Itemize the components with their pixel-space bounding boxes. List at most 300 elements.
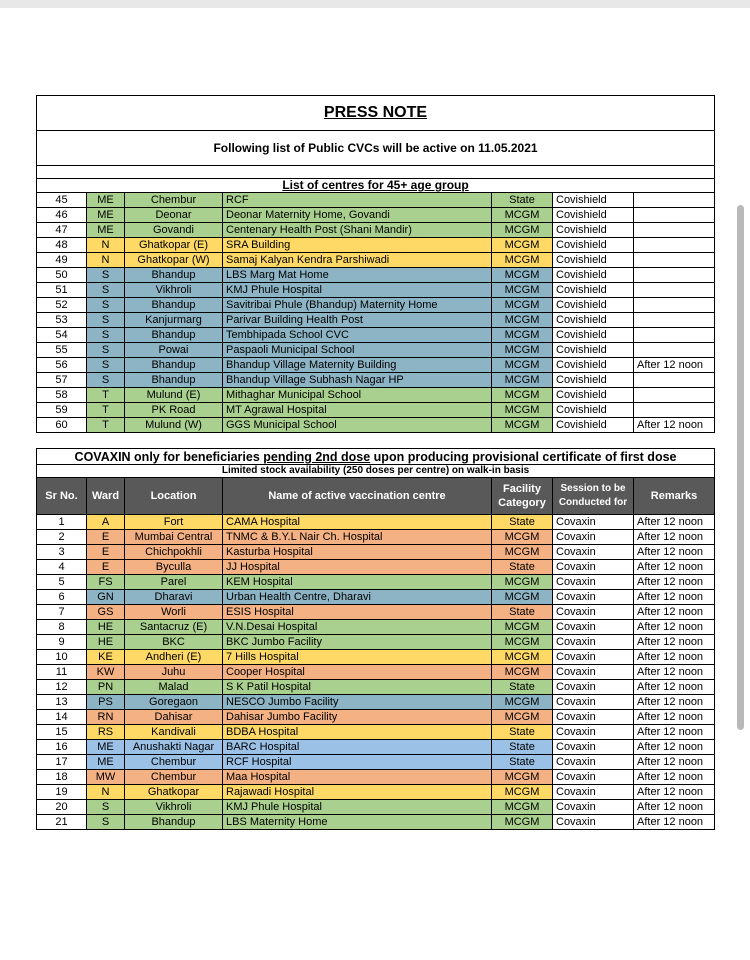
session-cell: Covaxin [553, 635, 634, 650]
press-note-sheet [36, 95, 714, 830]
list45-row [37, 283, 715, 298]
remarks-cell: After 12 noon [634, 545, 715, 560]
session-cell: Covishield [553, 253, 634, 268]
remarks-cell: After 12 noon [634, 620, 715, 635]
remarks-cell: After 12 noon [634, 665, 715, 680]
category-cell: MCGM [492, 343, 553, 358]
remarks-cell: After 12 noon [634, 680, 715, 695]
location-cell: Ghatkopar (W) [125, 253, 223, 268]
category-cell: State [492, 755, 553, 770]
centre-name-cell: Dahisar Jumbo Facility [223, 710, 492, 725]
covaxin-heading [37, 449, 715, 465]
covaxin-row [37, 575, 715, 590]
table-gap [36, 433, 714, 448]
remarks-cell [634, 193, 715, 208]
remarks-cell [634, 223, 715, 238]
remarks-cell [634, 238, 715, 253]
remarks-cell [634, 208, 715, 223]
ward-cell: MW [87, 770, 125, 785]
category-cell: MCGM [492, 590, 553, 605]
category-cell: MCGM [492, 575, 553, 590]
category-cell: MCGM [492, 238, 553, 253]
scrollbar-thumb[interactable] [737, 205, 744, 730]
ward-cell: KE [87, 650, 125, 665]
centre-name-cell: S K Patil Hospital [223, 680, 492, 695]
covaxin-heading-pre: COVAXIN only for beneficiaries [74, 449, 264, 464]
centre-name-cell: RCF Hospital [223, 755, 492, 770]
ward-cell: ME [87, 223, 125, 238]
list45-row [37, 268, 715, 283]
covaxin-row [37, 650, 715, 665]
session-cell: Covaxin [553, 515, 634, 530]
centre-name-cell: Savitribai Phule (Bhandup) Maternity Home [223, 298, 492, 313]
location-cell: BKC [125, 635, 223, 650]
remarks-cell [634, 313, 715, 328]
ward-cell: KW [87, 665, 125, 680]
list45-row [37, 328, 715, 343]
category-cell: State [492, 193, 553, 208]
location-cell: Deonar [125, 208, 223, 223]
location-cell: Santacruz (E) [125, 620, 223, 635]
centre-name-cell: MT Agrawal Hospital [223, 403, 492, 418]
ward-cell: S [87, 343, 125, 358]
ward-cell: FS [87, 575, 125, 590]
session-cell: Covishield [553, 208, 634, 223]
sr-cell: 45 [37, 193, 87, 208]
list45-row [37, 223, 715, 238]
location-cell: Mulund (W) [125, 418, 223, 433]
sr-cell: 16 [37, 740, 87, 755]
category-cell: MCGM [492, 223, 553, 238]
sr-cell: 53 [37, 313, 87, 328]
sr-cell: 60 [37, 418, 87, 433]
col-header-category: Facility Category [492, 478, 553, 515]
category-cell: MCGM [492, 635, 553, 650]
list45-row [37, 358, 715, 373]
session-cell: Covishield [553, 193, 634, 208]
sr-cell: 57 [37, 373, 87, 388]
centre-name-cell: KMJ Phule Hospital [223, 283, 492, 298]
category-cell: MCGM [492, 358, 553, 373]
remarks-cell [634, 298, 715, 313]
sr-cell: 10 [37, 650, 87, 665]
remarks-cell: After 12 noon [634, 575, 715, 590]
location-cell: Powai [125, 343, 223, 358]
sr-cell: 12 [37, 680, 87, 695]
ward-cell: GN [87, 590, 125, 605]
centre-name-cell: V.N.Desai Hospital [223, 620, 492, 635]
remarks-cell [634, 388, 715, 403]
ward-cell: N [87, 238, 125, 253]
ward-cell: RS [87, 725, 125, 740]
covaxin-row [37, 560, 715, 575]
column-header-row [37, 478, 715, 515]
ward-cell: HE [87, 635, 125, 650]
list45-row [37, 313, 715, 328]
remarks-cell [634, 253, 715, 268]
sr-cell: 46 [37, 208, 87, 223]
session-cell: Covaxin [553, 545, 634, 560]
list45-row [37, 403, 715, 418]
location-cell: Chembur [125, 193, 223, 208]
location-cell: Kandivali [125, 725, 223, 740]
sr-cell: 14 [37, 710, 87, 725]
remarks-cell: After 12 noon [634, 515, 715, 530]
session-cell: Covaxin [553, 590, 634, 605]
category-cell: MCGM [492, 650, 553, 665]
sr-cell: 56 [37, 358, 87, 373]
centre-name-cell: LBS Marg Mat Home [223, 268, 492, 283]
col-header-ward: Ward [87, 478, 125, 515]
session-cell: Covaxin [553, 680, 634, 695]
sr-cell: 54 [37, 328, 87, 343]
centre-name-cell: Samaj Kalyan Kendra Parshiwadi [223, 253, 492, 268]
ward-cell: E [87, 560, 125, 575]
sr-cell: 48 [37, 238, 87, 253]
location-cell: Andheri (E) [125, 650, 223, 665]
sr-cell: 6 [37, 590, 87, 605]
remarks-cell: After 12 noon [634, 800, 715, 815]
sr-cell: 3 [37, 545, 87, 560]
sr-cell: 11 [37, 665, 87, 680]
centre-name-cell: KMJ Phule Hospital [223, 800, 492, 815]
category-cell: MCGM [492, 283, 553, 298]
ward-cell: S [87, 313, 125, 328]
list45-row [37, 253, 715, 268]
centre-name-cell: Paspaoli Municipal School [223, 343, 492, 358]
location-cell: Vikhroli [125, 800, 223, 815]
remarks-cell: After 12 noon [634, 815, 715, 830]
category-cell: MCGM [492, 815, 553, 830]
category-cell: MCGM [492, 620, 553, 635]
remarks-cell [634, 343, 715, 358]
ward-cell: S [87, 800, 125, 815]
ward-cell: A [87, 515, 125, 530]
session-cell: Covaxin [553, 710, 634, 725]
remarks-cell: After 12 noon [634, 785, 715, 800]
category-cell: MCGM [492, 403, 553, 418]
covaxin-row [37, 530, 715, 545]
sr-cell: 13 [37, 695, 87, 710]
col-header-location: Location [125, 478, 223, 515]
remarks-cell: After 12 noon [634, 418, 715, 433]
centre-name-cell: Centenary Health Post (Shani Mandir) [223, 223, 492, 238]
covaxin-row [37, 710, 715, 725]
ward-cell: ME [87, 193, 125, 208]
centre-name-cell: SRA Building [223, 238, 492, 253]
category-cell: MCGM [492, 418, 553, 433]
press-note-table [36, 95, 715, 433]
sr-cell: 21 [37, 815, 87, 830]
centre-name-cell: LBS Maternity Home [223, 815, 492, 830]
location-cell: Goregaon [125, 695, 223, 710]
ward-cell: S [87, 268, 125, 283]
session-cell: Covishield [553, 418, 634, 433]
remarks-cell [634, 373, 715, 388]
location-cell: Worli [125, 605, 223, 620]
category-cell: MCGM [492, 545, 553, 560]
top-edge [0, 0, 750, 8]
session-cell: Covishield [553, 313, 634, 328]
remarks-cell [634, 403, 715, 418]
sr-cell: 59 [37, 403, 87, 418]
category-cell: MCGM [492, 313, 553, 328]
sr-cell: 8 [37, 620, 87, 635]
category-cell: State [492, 560, 553, 575]
sr-cell: 19 [37, 785, 87, 800]
category-cell: MCGM [492, 710, 553, 725]
category-cell: MCGM [492, 695, 553, 710]
category-cell: MCGM [492, 373, 553, 388]
ward-cell: T [87, 418, 125, 433]
ward-cell: S [87, 815, 125, 830]
covaxin-row [37, 665, 715, 680]
covaxin-row [37, 785, 715, 800]
location-cell: Chembur [125, 770, 223, 785]
covaxin-row [37, 770, 715, 785]
session-cell: Covaxin [553, 740, 634, 755]
centre-name-cell: Rajawadi Hospital [223, 785, 492, 800]
location-cell: Bhandup [125, 268, 223, 283]
sr-cell: 5 [37, 575, 87, 590]
category-cell: MCGM [492, 298, 553, 313]
sr-cell: 17 [37, 755, 87, 770]
col-header-name: Name of active vaccination centre [223, 478, 492, 515]
ward-cell: E [87, 545, 125, 560]
centre-name-cell: Maa Hospital [223, 770, 492, 785]
sr-cell: 49 [37, 253, 87, 268]
covaxin-row [37, 680, 715, 695]
ward-cell: GS [87, 605, 125, 620]
centre-name-cell: Tembhipada School CVC [223, 328, 492, 343]
remarks-cell: After 12 noon [634, 740, 715, 755]
col-header-session: Session to be Conducted for [553, 478, 634, 515]
list45-row [37, 208, 715, 223]
ward-cell: N [87, 253, 125, 268]
location-cell: Chembur [125, 755, 223, 770]
location-cell: Byculla [125, 560, 223, 575]
blank-row [37, 166, 715, 179]
category-cell: MCGM [492, 800, 553, 815]
category-cell: MCGM [492, 665, 553, 680]
category-cell: MCGM [492, 208, 553, 223]
location-cell: Bhandup [125, 815, 223, 830]
location-cell: Fort [125, 515, 223, 530]
centre-name-cell: Urban Health Centre, Dharavi [223, 590, 492, 605]
centre-name-cell: Deonar Maternity Home, Govandi [223, 208, 492, 223]
session-cell: Covishield [553, 223, 634, 238]
location-cell: Mulund (E) [125, 388, 223, 403]
sr-cell: 55 [37, 343, 87, 358]
session-cell: Covaxin [553, 530, 634, 545]
covaxin-row [37, 605, 715, 620]
category-cell: MCGM [492, 253, 553, 268]
location-cell: Parel [125, 575, 223, 590]
sr-cell: 18 [37, 770, 87, 785]
sr-cell: 2 [37, 530, 87, 545]
location-cell: Bhandup [125, 328, 223, 343]
session-cell: Covaxin [553, 800, 634, 815]
session-cell: Covishield [553, 343, 634, 358]
ward-cell: ME [87, 755, 125, 770]
session-cell: Covaxin [553, 755, 634, 770]
sr-cell: 7 [37, 605, 87, 620]
location-cell: Ghatkopar (E) [125, 238, 223, 253]
remarks-cell: After 12 noon [634, 695, 715, 710]
covaxin-subheading: Limited stock availability (250 doses per centre) on walk-in basis [37, 465, 715, 478]
location-cell: Bhandup [125, 358, 223, 373]
sr-cell: 20 [37, 800, 87, 815]
covaxin-row [37, 755, 715, 770]
ward-cell: S [87, 358, 125, 373]
list-heading: List of centres for 45+ age group [37, 179, 715, 193]
press-note-subtitle: Following list of Public CVCs will be active on 11.05.2021 [37, 131, 715, 166]
location-cell: Anushakti Nagar [125, 740, 223, 755]
ward-cell: PN [87, 680, 125, 695]
session-cell: Covaxin [553, 575, 634, 590]
ward-cell: S [87, 328, 125, 343]
location-cell: Bhandup [125, 373, 223, 388]
session-cell: Covaxin [553, 815, 634, 830]
location-cell: Mumbai Central [125, 530, 223, 545]
centre-name-cell: Cooper Hospital [223, 665, 492, 680]
category-cell: State [492, 515, 553, 530]
session-cell: Covishield [553, 403, 634, 418]
centre-name-cell: JJ Hospital [223, 560, 492, 575]
session-cell: Covaxin [553, 785, 634, 800]
list45-row [37, 238, 715, 253]
covaxin-heading-underlined: pending 2nd dose [263, 449, 371, 464]
location-cell: PK Road [125, 403, 223, 418]
centre-name-cell: RCF [223, 193, 492, 208]
list45-row [37, 343, 715, 358]
remarks-cell: After 12 noon [634, 635, 715, 650]
remarks-cell [634, 283, 715, 298]
session-cell: Covishield [553, 268, 634, 283]
col-header-remarks: Remarks [634, 478, 715, 515]
category-cell: State [492, 605, 553, 620]
list45-row [37, 418, 715, 433]
covaxin-heading-post: upon producing provisional certificate of first dose [370, 449, 677, 464]
ward-cell: ME [87, 740, 125, 755]
category-cell: MCGM [492, 388, 553, 403]
remarks-cell: After 12 noon [634, 358, 715, 373]
remarks-cell: After 12 noon [634, 710, 715, 725]
location-cell: Govandi [125, 223, 223, 238]
remarks-cell: After 12 noon [634, 650, 715, 665]
centre-name-cell: Bhandup Village Subhash Nagar HP [223, 373, 492, 388]
covaxin-row [37, 515, 715, 530]
remarks-cell: After 12 noon [634, 530, 715, 545]
centre-name-cell: ESIS Hospital [223, 605, 492, 620]
centre-name-cell: KEM Hospital [223, 575, 492, 590]
centre-name-cell: BKC Jumbo Facility [223, 635, 492, 650]
location-cell: Dahisar [125, 710, 223, 725]
list45-row [37, 193, 715, 208]
category-cell: MCGM [492, 328, 553, 343]
centre-name-cell: NESCO Jumbo Facility [223, 695, 492, 710]
centre-name-cell: Kasturba Hospital [223, 545, 492, 560]
location-cell: Dharavi [125, 590, 223, 605]
category-cell: State [492, 680, 553, 695]
press-note-title: PRESS NOTE [37, 96, 715, 131]
session-cell: Covishield [553, 358, 634, 373]
centre-name-cell: BARC Hospital [223, 740, 492, 755]
ward-cell: T [87, 388, 125, 403]
list45-row [37, 373, 715, 388]
session-cell: Covaxin [553, 620, 634, 635]
location-cell: Juhu [125, 665, 223, 680]
covaxin-row [37, 725, 715, 740]
session-cell: Covishield [553, 373, 634, 388]
session-cell: Covishield [553, 388, 634, 403]
centre-name-cell: Bhandup Village Maternity Building [223, 358, 492, 373]
centre-name-cell: Mithaghar Municipal School [223, 388, 492, 403]
location-cell: Vikhroli [125, 283, 223, 298]
centre-name-cell: BDBA Hospital [223, 725, 492, 740]
covaxin-row [37, 635, 715, 650]
session-cell: Covaxin [553, 770, 634, 785]
ward-cell: N [87, 785, 125, 800]
sr-cell: 58 [37, 388, 87, 403]
centre-name-cell: 7 Hills Hospital [223, 650, 492, 665]
category-cell: MCGM [492, 268, 553, 283]
covaxin-row [37, 740, 715, 755]
covaxin-row [37, 545, 715, 560]
remarks-cell: After 12 noon [634, 605, 715, 620]
category-cell: State [492, 740, 553, 755]
ward-cell: PS [87, 695, 125, 710]
centre-name-cell: CAMA Hospital [223, 515, 492, 530]
remarks-cell: After 12 noon [634, 725, 715, 740]
category-cell: MCGM [492, 770, 553, 785]
sr-cell: 52 [37, 298, 87, 313]
category-cell: MCGM [492, 785, 553, 800]
covaxin-row [37, 590, 715, 605]
remarks-cell [634, 328, 715, 343]
sr-cell: 1 [37, 515, 87, 530]
session-cell: Covaxin [553, 725, 634, 740]
ward-cell: S [87, 373, 125, 388]
covaxin-row [37, 620, 715, 635]
list45-row [37, 298, 715, 313]
session-cell: Covaxin [553, 665, 634, 680]
remarks-cell: After 12 noon [634, 755, 715, 770]
centre-name-cell: TNMC & B.Y.L Nair Ch. Hospital [223, 530, 492, 545]
session-cell: Covishield [553, 328, 634, 343]
session-cell: Covishield [553, 298, 634, 313]
location-cell: Kanjurmarg [125, 313, 223, 328]
location-cell: Chichpokhli [125, 545, 223, 560]
ward-cell: E [87, 530, 125, 545]
sr-cell: 47 [37, 223, 87, 238]
centre-name-cell: Parivar Building Health Post [223, 313, 492, 328]
sr-cell: 4 [37, 560, 87, 575]
location-cell: Malad [125, 680, 223, 695]
centre-name-cell: GGS Municipal School [223, 418, 492, 433]
ward-cell: S [87, 298, 125, 313]
covaxin-row [37, 800, 715, 815]
sr-cell: 9 [37, 635, 87, 650]
session-cell: Covishield [553, 283, 634, 298]
covaxin-row [37, 695, 715, 710]
remarks-cell [634, 268, 715, 283]
session-cell: Covaxin [553, 605, 634, 620]
remarks-cell: After 12 noon [634, 590, 715, 605]
category-cell: State [492, 725, 553, 740]
session-cell: Covishield [553, 238, 634, 253]
ward-cell: T [87, 403, 125, 418]
